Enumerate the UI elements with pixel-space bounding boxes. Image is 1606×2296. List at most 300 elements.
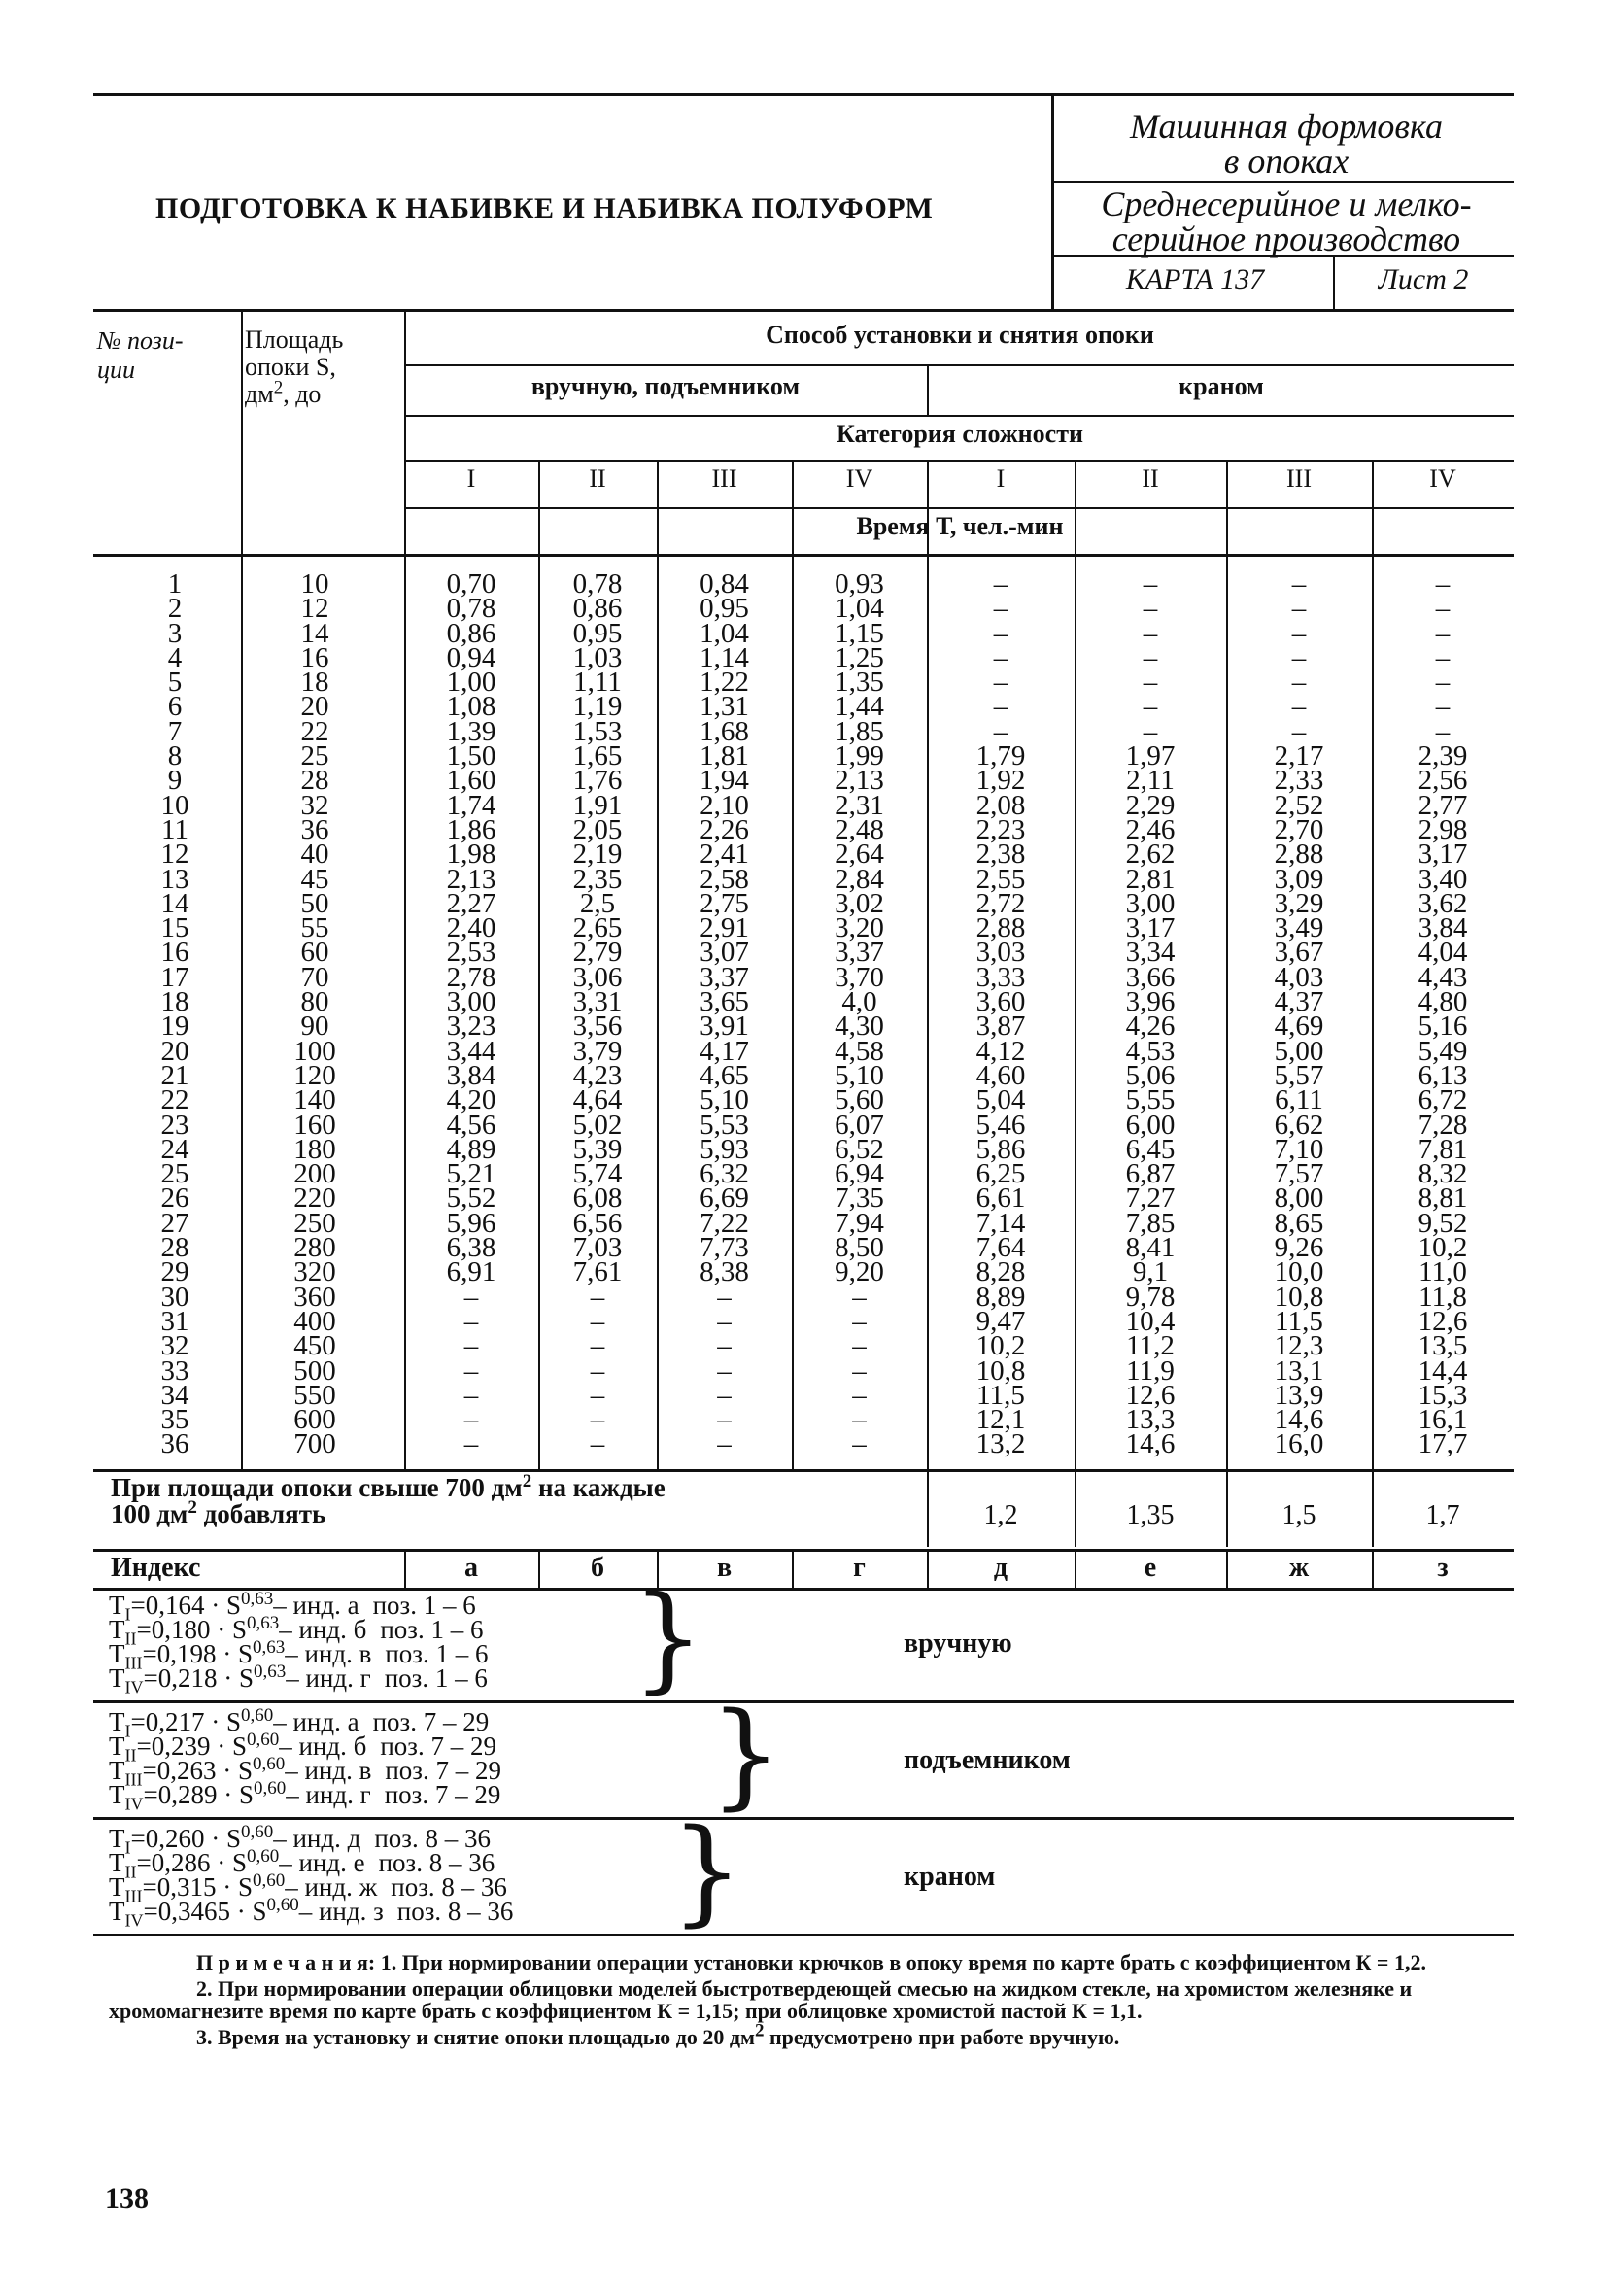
time-cell: 1,25 xyxy=(835,641,884,673)
time-cell: – xyxy=(1143,641,1158,673)
position-cell: 24 xyxy=(160,1133,189,1165)
position-column xyxy=(146,568,204,1460)
position-cell: 34 xyxy=(160,1379,189,1411)
time-cell: 10,4 xyxy=(1125,1305,1176,1337)
time-cell: – xyxy=(717,1428,732,1460)
time-cell: 17,7 xyxy=(1418,1428,1468,1460)
extra-divider-1 xyxy=(1075,1469,1076,1547)
time-cell: 6,62 xyxy=(1274,1109,1324,1141)
time-cell: 2,53 xyxy=(446,937,496,969)
time-cell: 6,13 xyxy=(1418,1059,1468,1091)
time-cell: 1,68 xyxy=(700,715,749,747)
time-cell: 3,09 xyxy=(1274,863,1324,895)
position-cell: 7 xyxy=(167,715,183,747)
formula-exp: 0,60 xyxy=(252,1754,286,1774)
time-cell: – xyxy=(463,1404,479,1436)
time-cell: 13,9 xyxy=(1274,1379,1324,1411)
time-cell: – xyxy=(993,593,1008,625)
time-cell: 1,22 xyxy=(700,667,749,699)
formula-pos: поз. 1 – 6 xyxy=(384,1663,488,1693)
time-cell: – xyxy=(852,1330,867,1362)
time-cell: 8,00 xyxy=(1274,1182,1324,1215)
formula-coef: =0,164 · S xyxy=(130,1591,241,1620)
index-divider-0 xyxy=(404,1549,406,1588)
time-cell: – xyxy=(1143,667,1158,699)
time-cell: 1,86 xyxy=(446,813,496,845)
time-cell: – xyxy=(993,667,1008,699)
time-cell: 1,00 xyxy=(446,667,496,699)
index-value-crane-cat-1: д xyxy=(993,1553,1008,1583)
time-cell: 7,22 xyxy=(700,1207,749,1239)
index-value-manual-cat-2: б xyxy=(591,1553,604,1583)
area-cell: 28 xyxy=(300,765,329,797)
area-cell: 22 xyxy=(300,715,329,747)
area-cell: 180 xyxy=(293,1133,336,1165)
position-cell: 4 xyxy=(167,641,183,673)
time-cell: 8,28 xyxy=(975,1256,1026,1288)
time-cell: – xyxy=(463,1330,479,1362)
formula-coef: =0,315 · S xyxy=(142,1872,253,1902)
category-header-crane-cat-1: I xyxy=(996,464,1006,493)
time-cell: – xyxy=(1291,617,1307,649)
time-cell: 3,03 xyxy=(975,937,1026,969)
time-cell: 2,26 xyxy=(700,813,749,845)
time-cell: 0,95 xyxy=(700,593,749,625)
rule-box1 xyxy=(1051,181,1514,183)
area-cell: 18 xyxy=(300,667,329,699)
time-cell: 2,31 xyxy=(835,789,884,821)
time-cell: 3,62 xyxy=(1418,887,1468,919)
page-number: 138 xyxy=(105,2182,149,2214)
time-cell: 1,53 xyxy=(572,715,623,747)
position-cell: 22 xyxy=(160,1084,189,1116)
time-cell: – xyxy=(1291,568,1307,600)
time-cell: – xyxy=(1291,715,1307,747)
time-cell: 3,40 xyxy=(1418,863,1468,895)
formula-group-1 xyxy=(109,1705,711,1814)
time-cell: – xyxy=(852,1305,867,1337)
note-2: 2. При нормировании операции облицовки моделей быстротвердеющей смесью на жидком стекле, на хромистом железняке и хромомагнезите время по карте брать с коэффициентом К = 1,15; при облицовке хромистой пастой К = 1,1. xyxy=(109,1976,1413,2023)
formula-idx: – инд. в xyxy=(285,1756,372,1785)
time-cell: 3,70 xyxy=(835,961,884,993)
time-cell: 2,52 xyxy=(1274,789,1324,821)
time-cell: 5,74 xyxy=(572,1158,623,1190)
formula-idx: – инд. г xyxy=(286,1663,371,1693)
time-cell: – xyxy=(590,1330,605,1362)
formula-pos: поз. 8 – 36 xyxy=(374,1824,491,1853)
time-cell: 3,07 xyxy=(700,937,749,969)
head-category: Категория сложности xyxy=(837,420,1083,448)
position-cell: 9 xyxy=(167,765,183,797)
time-cell: 1,11 xyxy=(573,667,622,699)
formula-sub: III xyxy=(124,1769,143,1790)
time-cell: 4,0 xyxy=(841,986,877,1018)
time-cell: 14,4 xyxy=(1418,1354,1468,1387)
time-cell: – xyxy=(1291,593,1307,625)
time-cell: 12,1 xyxy=(975,1404,1026,1436)
index-label: Индекс xyxy=(111,1553,201,1583)
time-cell: 2,35 xyxy=(572,863,623,895)
position-cell: 1 xyxy=(167,568,183,600)
time-cell: – xyxy=(1143,617,1158,649)
time-cell: 5,02 xyxy=(572,1109,623,1141)
div-manual-crane-head xyxy=(927,364,929,415)
time-cell: 4,30 xyxy=(835,1011,884,1043)
time-cell: 4,60 xyxy=(975,1059,1026,1091)
time-cell: 5,49 xyxy=(1418,1035,1468,1067)
formula-exp: 0,63 xyxy=(246,1613,280,1633)
formula-sub: IV xyxy=(124,1677,144,1697)
index-value-manual-cat-3: в xyxy=(716,1553,733,1583)
time-cell: 7,14 xyxy=(975,1207,1026,1239)
time-cell: 5,16 xyxy=(1418,1011,1468,1043)
time-cell: 2,38 xyxy=(975,839,1026,871)
time-cell: 4,26 xyxy=(1125,1011,1176,1043)
position-cell: 30 xyxy=(160,1281,189,1313)
time-cell: 3,65 xyxy=(700,986,749,1018)
position-cell: 26 xyxy=(160,1182,189,1215)
formula-exp: 0,60 xyxy=(246,1846,280,1867)
time-cell: – xyxy=(717,1281,732,1313)
time-cell: 2,27 xyxy=(446,887,496,919)
index-value-manual-cat-4: г xyxy=(853,1553,866,1583)
area-cell: 550 xyxy=(293,1379,336,1411)
time-cell: 3,84 xyxy=(446,1059,496,1091)
time-cell: 0,94 xyxy=(446,641,496,673)
formula-coef: =0,180 · S xyxy=(136,1615,247,1644)
time-cell: 10,8 xyxy=(975,1354,1026,1387)
position-cell: 19 xyxy=(160,1011,189,1043)
time-cell: 6,52 xyxy=(835,1133,884,1165)
category-header-manual-cat-3: III xyxy=(711,464,737,493)
position-cell: 16 xyxy=(160,937,189,969)
area-cell: 140 xyxy=(293,1084,336,1116)
time-cell: 8,65 xyxy=(1274,1207,1324,1239)
time-cell: 6,45 xyxy=(1125,1133,1176,1165)
position-cell: 36 xyxy=(160,1428,189,1460)
time-cell: 3,29 xyxy=(1274,887,1324,919)
time-cell: 7,03 xyxy=(572,1232,623,1264)
time-cell: 5,55 xyxy=(1125,1084,1176,1116)
area-cell: 700 xyxy=(293,1428,336,1460)
time-cell: 1,35 xyxy=(835,667,884,699)
time-cell: 2,39 xyxy=(1418,740,1468,772)
time-cell: 4,64 xyxy=(572,1084,623,1116)
time-cell: 2,88 xyxy=(1274,839,1324,871)
formula-t: T xyxy=(109,1872,125,1902)
area-cell: 50 xyxy=(300,887,329,919)
formula-idx: – инд. з xyxy=(298,1897,384,1926)
time-cell: 11,5 xyxy=(1275,1305,1323,1337)
position-cell: 20 xyxy=(160,1035,189,1067)
time-cell: 7,73 xyxy=(700,1232,749,1264)
formula-coef: =0,263 · S xyxy=(142,1756,253,1785)
area-cell: 40 xyxy=(300,839,329,871)
time-column-crane-cat-1 xyxy=(927,568,1075,1460)
formula-pos: поз. 7 – 29 xyxy=(384,1780,501,1809)
area-cell: 14 xyxy=(300,617,329,649)
time-cell: 2,13 xyxy=(835,765,884,797)
time-cell: 3,56 xyxy=(572,1011,623,1043)
time-cell: 10,2 xyxy=(975,1330,1026,1362)
time-cell: 2,56 xyxy=(1418,765,1468,797)
time-cell: – xyxy=(993,568,1008,600)
formula-sub: II xyxy=(124,1862,137,1882)
time-cell: – xyxy=(717,1305,732,1337)
time-cell: – xyxy=(993,691,1008,723)
time-cell: 3,31 xyxy=(572,986,623,1018)
rule-extra-top xyxy=(93,1469,1514,1472)
time-cell: 3,00 xyxy=(446,986,496,1018)
time-cell: 6,91 xyxy=(446,1256,496,1288)
time-cell: 5,04 xyxy=(975,1084,1026,1116)
head-crane: краном xyxy=(1179,372,1264,400)
formula-rule-1 xyxy=(93,1817,1514,1820)
formula-idx: – инд. д xyxy=(273,1824,361,1853)
formula-exp: 0,60 xyxy=(240,1822,274,1842)
time-cell: 9,52 xyxy=(1418,1207,1468,1239)
time-cell: 1,79 xyxy=(975,740,1026,772)
time-cell: – xyxy=(1435,641,1451,673)
time-cell: 14,6 xyxy=(1274,1404,1324,1436)
time-cell: 11,5 xyxy=(976,1379,1025,1411)
area-cell: 120 xyxy=(293,1059,336,1091)
time-cell: – xyxy=(590,1305,605,1337)
formula-pos: поз. 7 – 29 xyxy=(372,1707,490,1736)
time-cell: – xyxy=(1291,641,1307,673)
time-column-manual-cat-4 xyxy=(792,568,927,1460)
time-cell: 3,49 xyxy=(1274,912,1324,944)
extra-value-crane-cat-1: 1,2 xyxy=(983,1500,1018,1530)
formula-brace-2: } xyxy=(670,1803,744,1937)
time-cell: 3,17 xyxy=(1418,839,1468,871)
time-cell: 7,61 xyxy=(572,1256,623,1288)
formula-t: T xyxy=(109,1663,125,1693)
time-cell: – xyxy=(993,617,1008,649)
time-cell: – xyxy=(590,1354,605,1387)
col-head-area: Площадь опоки S, $дм^2$, до xyxy=(245,326,344,408)
formula-method-0: вручную xyxy=(904,1628,1012,1659)
time-cell: 13,2 xyxy=(975,1428,1026,1460)
time-cell: 11,0 xyxy=(1418,1256,1467,1288)
time-cell: 6,11 xyxy=(1275,1084,1323,1116)
head-method: Способ установки и снятия опоки xyxy=(766,321,1154,349)
time-cell: 1,39 xyxy=(446,715,496,747)
formula-coef: =0,198 · S xyxy=(142,1639,253,1668)
time-cell: 3,60 xyxy=(975,986,1026,1018)
time-cell: 1,14 xyxy=(700,641,749,673)
time-cell: – xyxy=(1291,691,1307,723)
formula-t: T xyxy=(109,1639,125,1668)
time-cell: – xyxy=(993,641,1008,673)
card-sheet-divider xyxy=(1333,255,1335,309)
formula-group-0 xyxy=(109,1589,711,1697)
time-cell: 1,92 xyxy=(975,765,1026,797)
time-cell: – xyxy=(852,1354,867,1387)
position-cell: 10 xyxy=(160,789,189,821)
position-cell: 17 xyxy=(160,961,189,993)
time-cell: – xyxy=(1435,568,1451,600)
card-number: КАРТА 137 xyxy=(1125,263,1265,295)
time-cell: 12,6 xyxy=(1418,1305,1468,1337)
index-divider-5 xyxy=(1075,1549,1076,1588)
formula-exp: 0,60 xyxy=(253,1778,287,1799)
time-cell: 2,33 xyxy=(1274,765,1324,797)
time-cell: 1,08 xyxy=(446,691,496,723)
time-cell: 7,94 xyxy=(835,1207,884,1239)
time-cell: 7,28 xyxy=(1418,1109,1468,1141)
time-cell: 2,81 xyxy=(1125,863,1176,895)
time-cell: – xyxy=(993,715,1008,747)
note-3: 3. Время на установку и снятие опоки площадью до 20 дм2 предусмотрено при работе вручную. xyxy=(196,2020,1120,2049)
time-cell: 3,96 xyxy=(1125,986,1176,1018)
formula-rule-2 xyxy=(93,1934,1514,1936)
time-cell: 6,87 xyxy=(1125,1158,1176,1190)
area-cell: 90 xyxy=(300,1011,329,1043)
time-cell: 0,84 xyxy=(700,568,749,600)
time-cell: 2,08 xyxy=(975,789,1026,821)
position-cell: 25 xyxy=(160,1158,189,1190)
time-cell: 6,38 xyxy=(446,1232,496,1264)
formula-idx: – инд. в xyxy=(285,1639,372,1668)
time-column-manual-cat-1 xyxy=(404,568,538,1460)
index-value-crane-cat-3: ж xyxy=(1288,1553,1310,1583)
header-divider xyxy=(1051,93,1054,309)
rule-sub-method xyxy=(404,415,1514,417)
time-cell: 2,65 xyxy=(572,912,623,944)
time-cell: 1,04 xyxy=(700,617,749,649)
time-cell: 2,05 xyxy=(572,813,623,845)
time-cell: 2,48 xyxy=(835,813,884,845)
time-column-manual-cat-3 xyxy=(657,568,792,1460)
position-cell: 12 xyxy=(160,839,189,871)
area-cell: 400 xyxy=(293,1305,336,1337)
formula-idx: – инд. а xyxy=(273,1591,359,1620)
index-divider-1 xyxy=(538,1549,540,1588)
formula-sub: I xyxy=(124,1604,131,1625)
rule-head-bottom xyxy=(93,554,1514,557)
time-cell: – xyxy=(463,1379,479,1411)
notes xyxy=(109,1951,1508,2048)
area-cell: 36 xyxy=(300,813,329,845)
time-cell: 2,10 xyxy=(700,789,749,821)
position-cell: 33 xyxy=(160,1354,189,1387)
formula-sub: IV xyxy=(124,1910,144,1931)
time-cell: 7,64 xyxy=(975,1232,1026,1264)
formula-idx: – инд. е xyxy=(279,1848,365,1877)
position-cell: 6 xyxy=(167,691,183,723)
extra-label: При площади опоки свыше 700 $дм^2$ на каждые 100 $дм^2$ добавлять xyxy=(111,1471,666,1528)
time-cell: 4,20 xyxy=(446,1084,496,1116)
time-cell: – xyxy=(717,1379,732,1411)
col-head-position: № пози- ции xyxy=(97,326,184,384)
time-cell: 0,86 xyxy=(446,617,496,649)
area-cell: 600 xyxy=(293,1404,336,1436)
time-cell: – xyxy=(717,1404,732,1436)
time-cell: 3,79 xyxy=(572,1035,623,1067)
time-cell: 8,89 xyxy=(975,1281,1026,1313)
time-cell: 3,67 xyxy=(1274,937,1324,969)
rule-header-bottom xyxy=(93,309,1514,312)
time-cell: 3,02 xyxy=(835,887,884,919)
time-cell: 2,72 xyxy=(975,887,1026,919)
time-cell: 4,04 xyxy=(1418,937,1468,969)
time-cell: – xyxy=(1435,691,1451,723)
time-cell: 4,53 xyxy=(1125,1035,1176,1067)
time-cell: – xyxy=(590,1428,605,1460)
time-cell: 3,37 xyxy=(835,937,884,969)
time-cell: – xyxy=(852,1379,867,1411)
category-header-crane-cat-4: IV xyxy=(1429,464,1456,493)
area-cell: 25 xyxy=(300,740,329,772)
time-cell: 5,57 xyxy=(1274,1059,1324,1091)
area-cell: 12 xyxy=(300,593,329,625)
time-cell: 2,77 xyxy=(1418,789,1468,821)
time-cell: 3,66 xyxy=(1125,961,1176,993)
time-cell: 2,70 xyxy=(1274,813,1324,845)
time-cell: 0,95 xyxy=(572,617,623,649)
time-cell: 5,00 xyxy=(1274,1035,1324,1067)
formula-pos: поз. 1 – 6 xyxy=(385,1639,489,1668)
box-production-type: Среднесерийное и мелко- серийное производство xyxy=(1101,185,1472,258)
formula-idx: – инд. а xyxy=(273,1707,359,1736)
formula-method-1: подъемником xyxy=(904,1745,1071,1775)
div-extra-crane xyxy=(927,1469,929,1547)
time-cell: 3,91 xyxy=(700,1011,749,1043)
time-cell: 1,50 xyxy=(446,740,496,772)
head-time: Время Т, чел.-мин xyxy=(856,512,1064,540)
time-cell: 5,39 xyxy=(572,1133,623,1165)
time-cell: – xyxy=(463,1354,479,1387)
time-column-manual-cat-2 xyxy=(538,568,657,1460)
time-cell: 13,5 xyxy=(1418,1330,1468,1362)
time-cell: 5,52 xyxy=(446,1182,496,1215)
time-cell: 5,60 xyxy=(835,1084,884,1116)
position-cell: 32 xyxy=(160,1330,189,1362)
formula-sub: IV xyxy=(124,1794,144,1814)
top-rule xyxy=(93,93,1514,96)
time-cell: 3,33 xyxy=(975,961,1026,993)
time-cell: – xyxy=(1435,715,1451,747)
time-cell: 6,72 xyxy=(1418,1084,1468,1116)
index-divider-6 xyxy=(1226,1549,1228,1588)
formula-brace-1: } xyxy=(709,1687,783,1821)
position-cell: 23 xyxy=(160,1109,189,1141)
extra-value-crane-cat-2: 1,35 xyxy=(1126,1500,1175,1530)
time-cell: 7,85 xyxy=(1125,1207,1176,1239)
area-cell: 70 xyxy=(300,961,329,993)
time-cell: 8,50 xyxy=(835,1232,884,1264)
time-cell: 4,12 xyxy=(975,1035,1026,1067)
area-cell: 20 xyxy=(300,691,329,723)
time-cell: 5,86 xyxy=(975,1133,1026,1165)
time-cell: – xyxy=(1143,715,1158,747)
formula-pos: поз. 1 – 6 xyxy=(380,1615,484,1644)
time-cell: 1,81 xyxy=(700,740,749,772)
time-cell: – xyxy=(1291,667,1307,699)
time-cell: 2,62 xyxy=(1125,839,1176,871)
time-cell: 6,69 xyxy=(700,1182,749,1215)
index-value-crane-cat-2: е xyxy=(1144,1553,1157,1583)
time-cell: 8,38 xyxy=(700,1256,749,1288)
time-cell: 10,0 xyxy=(1274,1256,1324,1288)
time-cell: 5,10 xyxy=(700,1084,749,1116)
area-cell: 10 xyxy=(300,568,329,600)
area-cell: 220 xyxy=(293,1182,336,1215)
time-cell: 6,00 xyxy=(1125,1109,1176,1141)
time-cell: 3,87 xyxy=(975,1011,1026,1043)
time-cell: 6,25 xyxy=(975,1158,1026,1190)
